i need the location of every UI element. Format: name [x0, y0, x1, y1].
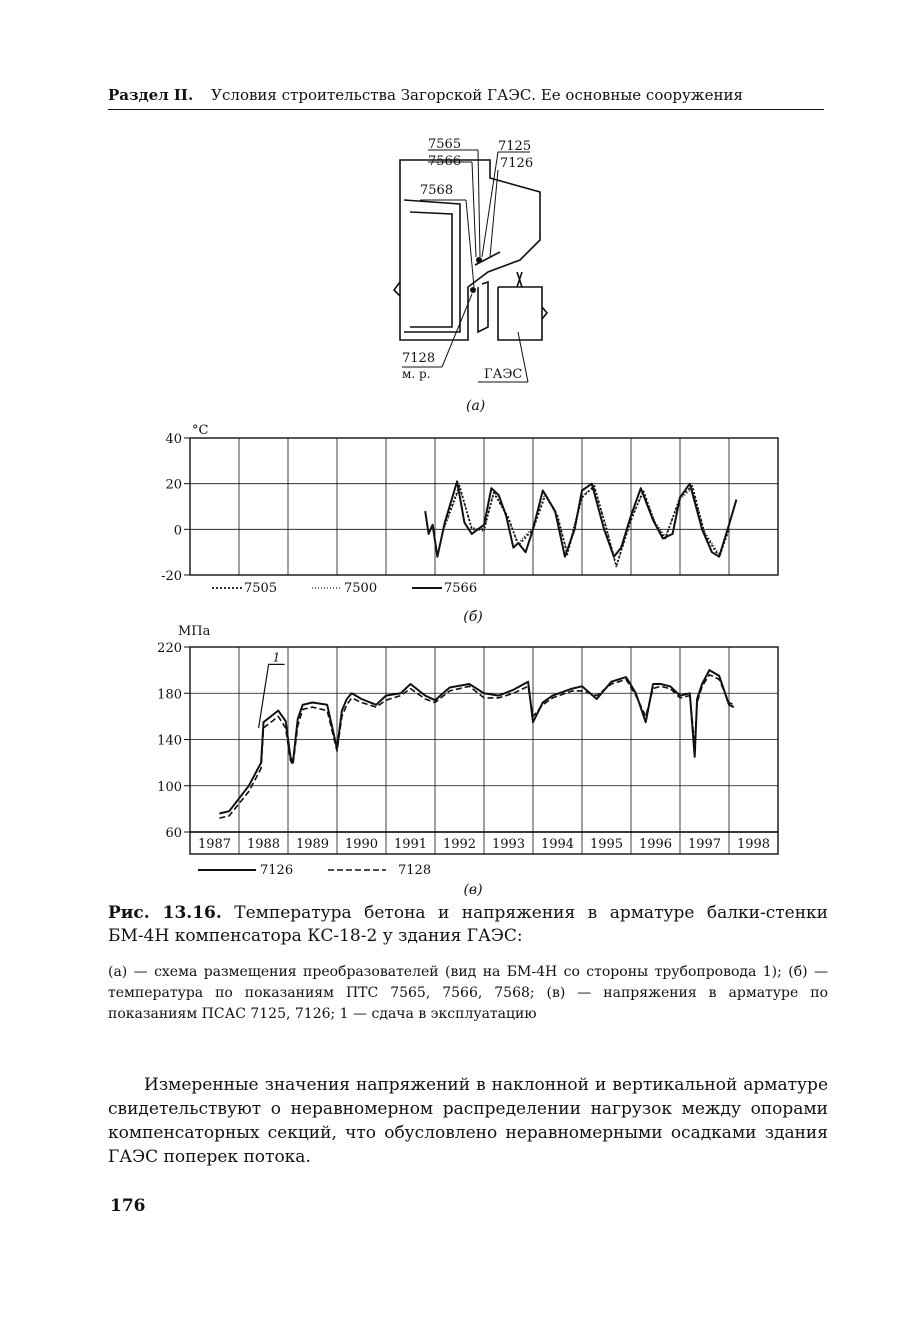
chart-c-annotation-leader: [259, 664, 285, 728]
chart-c-xtick-label: 1998: [736, 837, 771, 852]
chart-c-series-7128: [219, 675, 734, 818]
label-7566: 7566: [428, 154, 462, 169]
label-7565: 7565: [428, 137, 462, 152]
figure-subcaption: (а) — схема размещения преобразователей (вид на БМ-4Н со стороны трубопровода 1); (б) — температура по показаниям ПТС 7565, 7566, 7568; (в) — напряжения в арматуре по показаниям ПСАС 7125, 7126; 1 — сдача в эксплуатацию: [108, 964, 828, 1022]
caption-letter-a: (а): [466, 398, 486, 414]
chart-c-legend-label: 7126: [260, 863, 294, 878]
label-7568: 7568: [420, 183, 454, 198]
caption-letter-b: (б): [463, 609, 483, 625]
chart-c-xtick-label: 1993: [491, 837, 526, 852]
chart-c-legend-label: 7128: [398, 863, 432, 878]
chart-c-xtick-label: 1995: [589, 837, 624, 852]
section-label: Раздел II.: [108, 86, 194, 104]
chart-c-ytick-label: 100: [157, 779, 182, 795]
chart-c-ytick-label: 60: [165, 826, 182, 841]
chart-b-ytick-label: 20: [165, 477, 182, 493]
chart-c-xtick-label: 1992: [442, 837, 477, 852]
label-7126: 7126: [500, 156, 534, 171]
chart-c-xtick-label: 1997: [687, 837, 722, 852]
chart-c-ytick-label: 180: [157, 687, 182, 703]
chart-b-series-7566: [425, 481, 736, 556]
page-number: 176: [110, 1196, 146, 1216]
chart-c-xtick-label: 1990: [344, 837, 379, 852]
chart-c-annotation: 1: [272, 650, 281, 665]
chart-b-legend-label: 7566: [444, 581, 478, 596]
chart-c-ylabel: МПа: [178, 624, 211, 639]
chart-b-ytick-label: 0: [173, 523, 182, 539]
chart-c-xtick-label: 1987: [197, 837, 232, 852]
chart-c-xtick-label: 1991: [393, 837, 428, 852]
figure-label: Рис. 13.16.: [108, 903, 222, 923]
chart-c-ytick-label: 220: [157, 641, 182, 656]
figure-caption: [108, 902, 828, 948]
chart-c-xtick-label: 1994: [540, 837, 575, 852]
header-title: Условия строительства Загорской ГАЭС. Ее основные сооружения: [211, 86, 743, 104]
chart-c-xtick-label: 1996: [638, 837, 673, 852]
label-7128: 7128: [402, 351, 436, 366]
chart-c-ytick-label: 140: [157, 733, 182, 749]
chart-b-series-7500: [445, 488, 729, 568]
label-gaes: ГАЭС: [484, 367, 523, 382]
body-paragraph: Измеренные значения напряжений в наклонной и вертикальной арматуре свидетельствуют о неравномерном распределении нагрузок между опорами компенсаторных секций, что обусловлено неравномерными осадками здания ГАЭС поперек потока.: [108, 1075, 828, 1167]
chart-b-legend-label: 7505: [244, 581, 278, 596]
chart-b-ytick-label: 40: [165, 432, 182, 447]
label-7125: 7125: [498, 139, 532, 154]
caption-letter-c: (в): [463, 882, 483, 898]
chart-b-series-7505: [445, 486, 729, 566]
chart-c-xtick-label: 1988: [246, 837, 281, 852]
chart-b-ytick-label: -20: [161, 569, 182, 584]
label-mr: м. р.: [402, 367, 431, 381]
chart-c-xtick-label: 1989: [295, 837, 330, 852]
chart-b-legend-label: 7500: [344, 581, 378, 596]
chart-b-ylabel: °C: [192, 423, 209, 438]
figure-caption-text: Температура бетона и напряжения в арматуре балки-стенки БМ-4Н компенсатора КС-18-2 у здания ГАЭС:: [108, 903, 829, 946]
